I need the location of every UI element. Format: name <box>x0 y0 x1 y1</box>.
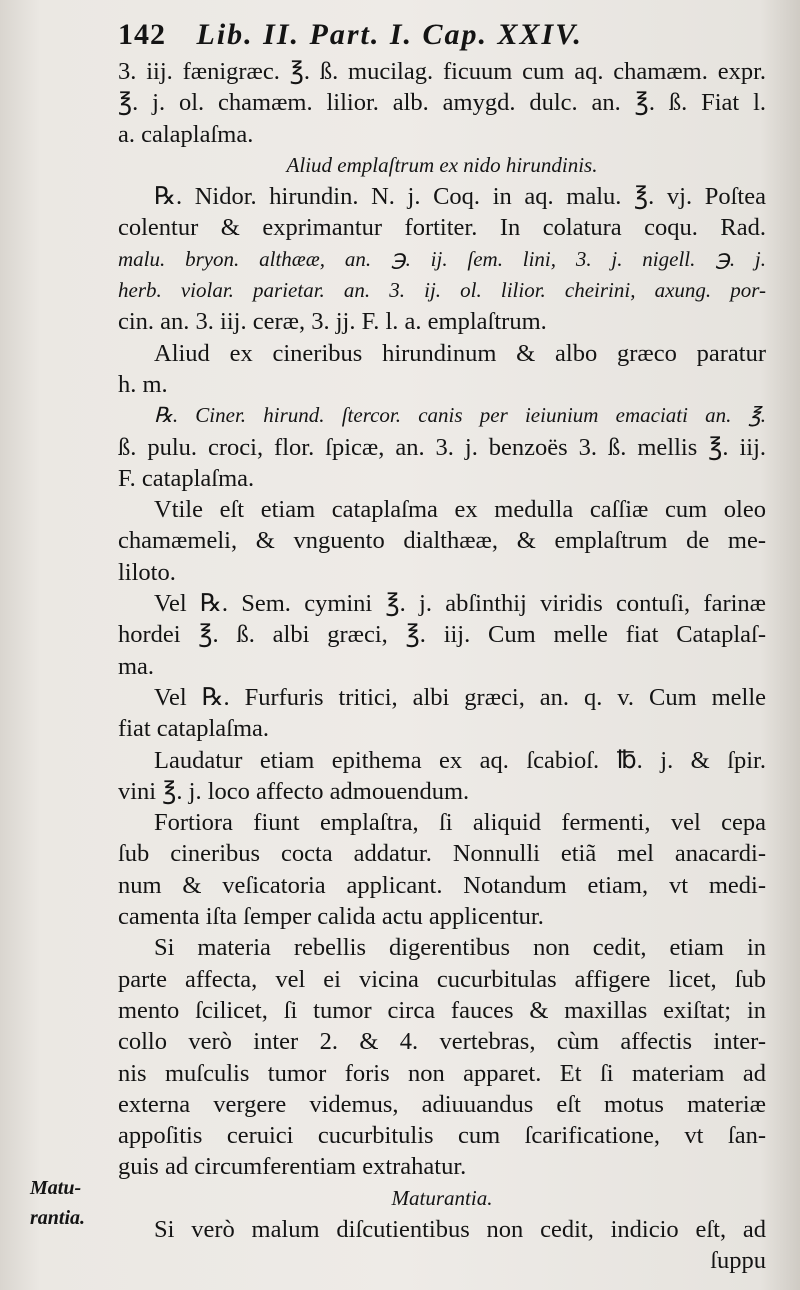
running-title: Lib. II. Part. I. Cap. XXIV. <box>196 18 583 51</box>
text-line: appoſitis ceruici cucurbitulis cum ſcarificatione, vt ſan- <box>118 1122 766 1150</box>
text-line: cin. an. 3. iij. ceræ, 3. jj. F. l. a. emplaſtrum. <box>118 308 547 336</box>
text-line: F. cataplaſma. <box>118 464 255 492</box>
margin-note <box>30 1173 110 1233</box>
text-line: Fortiora fiunt emplaſtra, ſi aliquid fermenti, vel cepa <box>154 809 766 837</box>
text-line: externa vergere videmus, adiuuandus eſt motus materiæ <box>118 1090 766 1118</box>
text-line: Si materia rebellis digerentibus non cedit, etiam in <box>154 934 766 962</box>
text-line: colentur & exprimantur fortiter. In colatura coqu. Rad. <box>118 214 766 242</box>
text-line: ℥. j. ol. chamæm. lilior. alb. amygd. dulc. an. ℥. ß. Fiat l. <box>118 89 766 117</box>
text-line: ß. pulu. croci, flor. ſpicæ, an. 3. j. benzoës 3. ß. mellis ℥. iij. <box>118 433 766 461</box>
text-line: Aliud ex cineribus hirundinum & albo græco paratur <box>154 339 766 367</box>
text-line: herb. violar. parietar. an. 3. ij. ol. lilior. cheirini, axung. por- <box>118 278 766 303</box>
text-line: nis muſculis tumor foris non apparet. Et ſi materiam ad <box>118 1059 766 1087</box>
text-line: guis ad circumferentiam extrahatur. <box>118 1153 467 1181</box>
text-line: ma. <box>118 652 155 680</box>
text-line: Vel ℞. Sem. cymini ℥. j. abſinthij viridis contuſi, farinæ <box>154 590 766 618</box>
margin-note-line: Matu- <box>30 1177 82 1199</box>
text-line: h. m. <box>118 370 168 398</box>
text-line: ſub cineribus cocta addatur. Nonnulli etiã mel anacardi- <box>118 840 766 868</box>
section-heading: Aliud emplaſtrum ex nido hirundinis. <box>286 152 598 177</box>
page-number: 142 <box>118 18 166 51</box>
text-line: Vel ℞. Furfuris tritici, albi græci, an. q. v. Cum melle <box>154 683 766 711</box>
text-line: Vtile eſt etiam cataplaſma ex medulla caſſiæ cum oleo <box>154 496 766 524</box>
text-line: ℞. Ciner. hirund. ſtercor. canis per ieiunium emaciati an. ℥. <box>154 403 766 428</box>
text-line: hordei ℥. ß. albi græci, ℥. iij. Cum melle fiat Cataplaſ- <box>118 621 766 649</box>
catchword: ſuppu <box>710 1247 766 1275</box>
text-line: chamæmeli, & vnguento dialthææ, & emplaſtrum de me- <box>118 527 766 555</box>
text-line: camenta iſta ſemper calida actu applicentur. <box>118 903 544 931</box>
text-line: collo verò inter 2. & 4. vertebras, cùm affectis inter- <box>118 1028 766 1056</box>
text-line: 3. iij. fænigræc. ℥. ß. mucilag. ficuum cum aq. chamæm. expr. <box>118 58 766 85</box>
text-line: mento ſcilicet, ſi tumor circa fauces & maxillas exiſtat; in <box>118 996 766 1024</box>
text-line: a. calaplaſma. <box>118 120 254 148</box>
text-line: Laudatur etiam epithema ex aq. ſcabioſ. ℔. j. & ſpir. <box>154 746 766 774</box>
text-line: vini ℥. j. loco affecto admouendum. <box>118 777 470 805</box>
text-line: fiat cataplaſma. <box>118 715 269 743</box>
margin-note-line: rantia. <box>30 1207 86 1229</box>
text-line: parte affecta, vel ei vicina cucurbitulas affigere licet, ſub <box>118 965 766 993</box>
text-line: Si verò malum diſcutientibus non cedit, indicio eſt, ad <box>154 1215 766 1243</box>
text-line: malu. bryon. althææ, an. ℈. ij. ſem. lini, 3. j. nigell. ℈. j. <box>118 246 766 271</box>
text-line: liloto. <box>118 558 176 586</box>
text-line: num & veſicatoria applicant. Notandum etiam, vt medi- <box>118 871 766 899</box>
body-text <box>118 56 766 1277</box>
text-line: ℞. Nidor. hirundin. N. j. Coq. in aq. malu. ℥. vj. Poſtea <box>154 183 766 211</box>
section-heading: Maturantia. <box>391 1185 493 1210</box>
page-header <box>118 18 718 58</box>
